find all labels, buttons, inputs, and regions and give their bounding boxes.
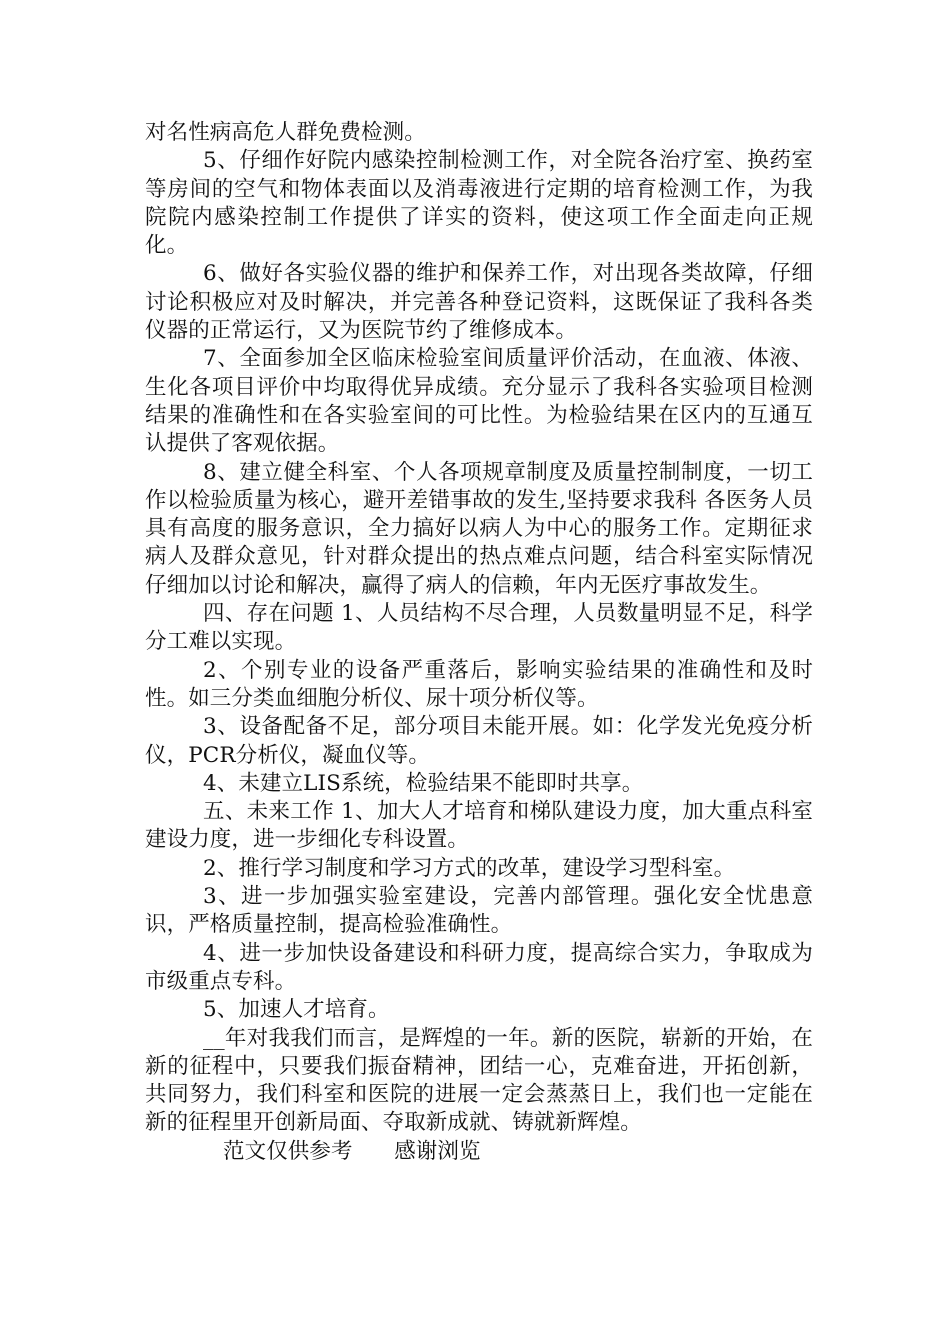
paragraph-conclusion: __年对我我们而言，是辉煌的一年。新的医院，崭新的开始，在新的征程中，只要我们振奋精神，团结一心，克难奋进，开拓创新，共同努力，我们科室和医院的进展一定会蒸蒸日上，我们也一定能在新的征程里开创新局面、夺取新成就、铸就新辉煌。	[145, 1025, 813, 1136]
paragraph-item-6: 6、做好各实验仪器的维护和保养工作，对出现各类故障，仔细讨论积极应对及时解决，并完善各种登记资料，这既保证了我科各类仪器的正常运行，又为医院节约了维修成本。	[145, 261, 813, 344]
paragraph-future-5: 5、加速人才培育。	[203, 997, 390, 1023]
paragraph-section-4-problems: 四、存在问题 1、人员结构不尽合理，人员数量明显不足，科学分工难以实现。	[145, 601, 813, 655]
footer-note: 范文仅供参考 感谢浏览	[223, 1138, 481, 1164]
paragraph-problem-3: 3、设备配备不足，部分项目未能开展。如：化学发光免疫分析仪，PCR分析仪，凝血仪等。	[145, 714, 813, 768]
paragraph-problem-2: 2、个别专业的设备严重落后，影响实验结果的准确性和及时性。如三分类血细胞分析仪、尿十项分析仪等。	[145, 657, 813, 711]
paragraph-item-5: 5、仔细作好院内感染控制检测工作，对全院各治疗室、换药室等房间的空气和物体表面以及消毒液进行定期的培育检测工作，为我院院内感染控制工作提供了详实的资料，使这项工作全面走向正规化。	[145, 148, 813, 259]
paragraph-item-8: 8、建立健全科室、个人各项规章制度及质量控制制度，一切工作以检验质量为核心，避开差错事故的发生,坚持要求我科 各医务人员具有高度的服务意识，全力搞好以病人为中心的服务工作。定期征求病人及群众意见，针对群众提出的热点难点问题，结合科室实际情况仔细加以讨论和解决，赢得了病人的信赖，年内无医疗事故发生。	[145, 459, 813, 598]
paragraph-item-7: 7、全面参加全区临床检验室间质量评价活动，在血液、体液、生化各项目评价中均取得优异成绩。充分显示了我科各实验项目检测结果的准确性和在各实验室间的可比性。为检验结果在区内的互通互认提供了客观依据。	[145, 346, 813, 457]
paragraph-future-3: 3、进一步加强实验室建设，完善内部管理。强化安全忧患意识，严格质量控制，提高检验准确性。	[145, 884, 813, 938]
paragraph-section-5-future-work: 五、未来工作 1、加大人才培育和梯队建设力度，加大重点科室建设力度，进一步细化专科设置。	[145, 799, 813, 853]
paragraph-future-2: 2、推行学习制度和学习方式的改革，建设学习型科室。	[203, 855, 736, 881]
document-body	[145, 119, 813, 1166]
paragraph-problem-4: 4、未建立LIS系统，检验结果不能即时共享。	[203, 770, 644, 796]
paragraph-continuation: 对名性病高危人群免费检测。	[145, 120, 426, 145]
paragraph-future-4: 4、进一步加快设备建设和科研力度，提高综合实力，争取成为市级重点专科。	[145, 940, 813, 994]
